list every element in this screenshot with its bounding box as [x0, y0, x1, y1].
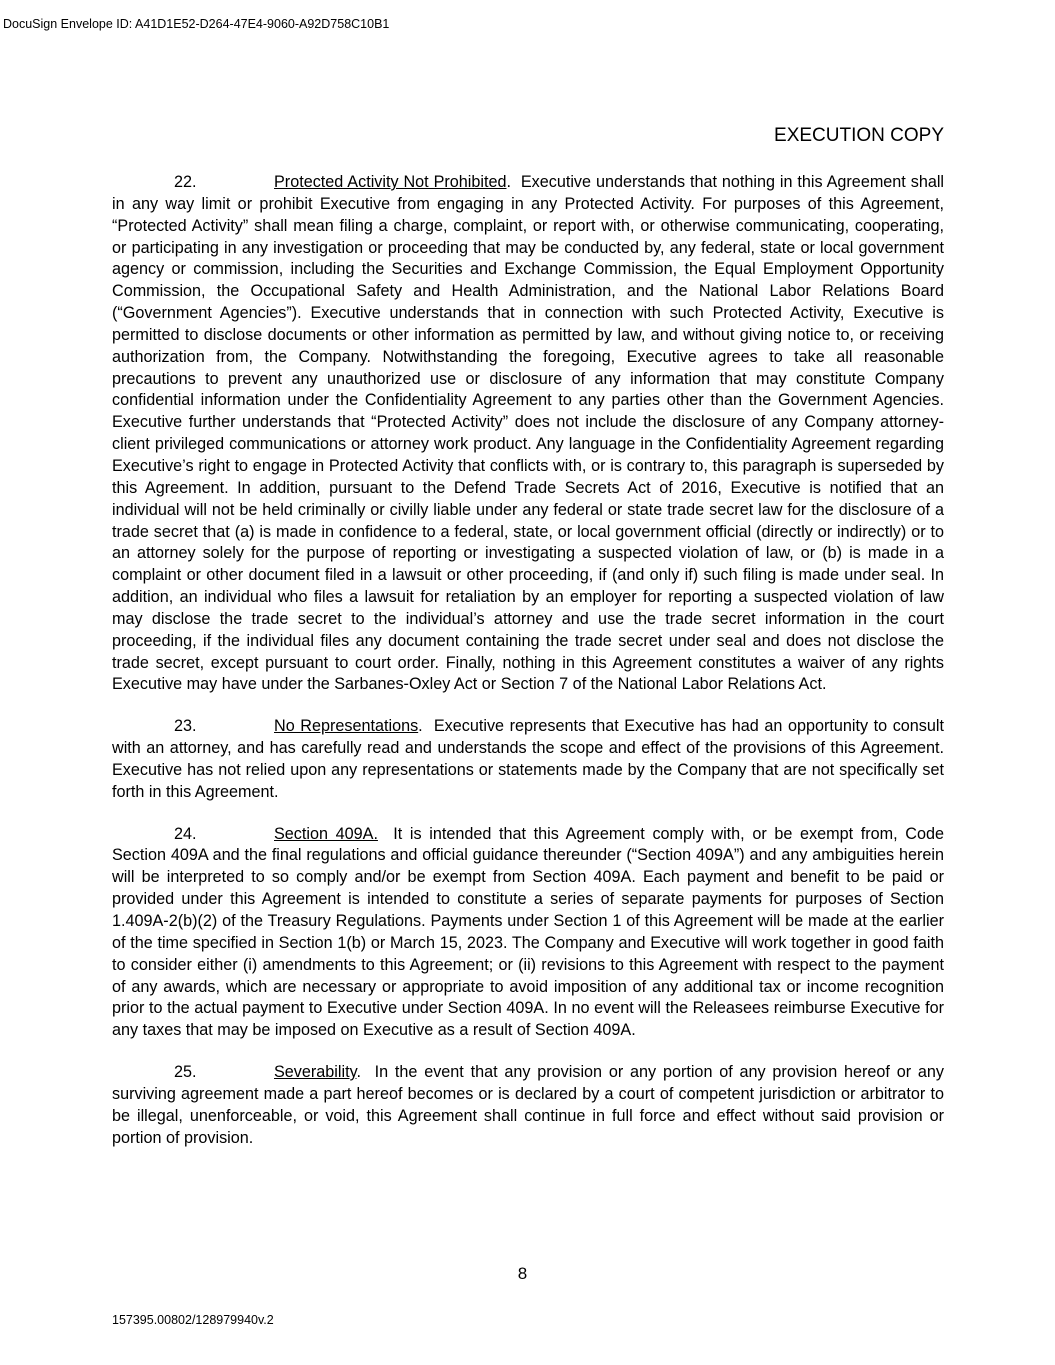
- section-25: [112, 1062, 944, 1149]
- section-heading: Severability: [274, 1063, 357, 1082]
- section-heading: Section 409A.: [274, 824, 378, 843]
- section-text: Executive understands that nothing in this Agreement shall in any way limit or prohibit Executive from engaging in any Protected Activity. For purposes of this Agreement, “Protected Activity” shall mean filing a charge, complaint, or report with, or otherwise communicating, cooperating, or participating in any investigation or proceeding that may be conducted by, any federal, state or local government agency or commission, including the Securities and Exchange Commission, the Equal Employment Opportunity Commission, the Occupational Safety and Health Administration, and the National Labor Relations Board (“Government Agencies”). Executive understands that in connection with such Protected Activity, Executive is permitted to disclose documents or other information as permitted by law, and without giving notice to, or receiving authorization from, the Company. Notwithstanding the foregoing, Executive agrees to take all reasonable precautions to prevent any unauthorized use or disclosure of any information that may constitute Company confidential information under the Confidentiality Agreement to any parties other than the Government Agencies. Executive further understands that “Protected Activity” does not include the disclosure of any Company attorney-client privileged communications or attorney work product. Any language in the Confidentiality Agreement regarding Executive’s right to engage in Protected Activity that conflicts with, or is contrary to, this paragraph is superseded by this Agreement. In addition, pursuant to the Defend Trade Secrets Act of 2016, Executive is notified that an individual will not be held criminally or civilly liable under any federal or state trade secret law for the disclosure of a trade secret that (a) is made in confidence to a federal, state, or local government official (directly or indirectly) or to an attorney solely for the purpose of reporting or investigating a suspected violation of law, or (b) is made in a complaint or other document filed in a lawsuit or other proceeding, if (and only if) such filing is made under seal. In addition, an individual who files a lawsuit for retaliation by an employer for reporting a suspected violation of law may disclose the trade secret to the individual’s attorney and use the trade secret information in the court proceeding, if the individual files any document containing the trade secret under seal and does not disclose the trade secret, except pursuant to court order. Finally, nothing in this Agreement constitutes a waiver of any rights Executive may have under the Sarbanes-Oxley Act or Section 7 of the National Labor Relations Act.: [112, 173, 945, 694]
- section-number: 23.: [174, 717, 197, 736]
- section-number: 24.: [174, 824, 197, 843]
- section-text: Executive represents that Executive has had an opportunity to consult with an attorney, and has carefully read and understands the scope and effect of the provisions of this Agreement. Executive has not relied upon any representations or statements made by the Company that are not specifically set forth in this Agreement.: [112, 717, 945, 801]
- section-heading: No Representations: [274, 717, 419, 736]
- section-23: [112, 716, 944, 803]
- heading-suffix: .: [506, 173, 511, 191]
- document-id: 157395.00802/128979940v.2: [112, 1313, 274, 1327]
- execution-copy-label: EXECUTION COPY: [774, 125, 944, 146]
- document-body: [112, 172, 944, 1169]
- section-heading: Protected Activity Not Prohibited: [274, 173, 507, 191]
- heading-suffix: .: [356, 1063, 361, 1082]
- heading-suffix: .: [418, 717, 423, 736]
- docusign-envelope-id: DocuSign Envelope ID: A41D1E52-D264-47E4-9060-A92D758C10B1: [3, 17, 390, 31]
- section-text: It is intended that this Agreement comply with, or be exempt from, Code Section 409A and the final regulations and official guidance thereunder (“Section 409A”) and any ambiguities herein will be interpreted to so comply and/or be exempt from Section 409A. Each payment and benefit to be paid or provided under this Agreement is intended to constitute a series of separate payments for purposes of Section 1.409A-2(b)(2) of the Treasury Regulations. Payments under Section 1 of this Agreement will be made at the earlier of the time specified in Section 1(b) or March 15, 2023. The Company and Executive will work together in good faith to consider either (i) amendments to this Agreement; or (ii) revisions to this Agreement with respect to the payment of any awards, which are necessary or appropriate to avoid imposition of any additional tax or income recognition prior to the actual payment to Executive under Section 409A. In no event will the Releasees reimburse Executive for any taxes that may be imposed on Executive as a result of Section 409A.: [112, 824, 944, 1040]
- section-number: 25.: [174, 1063, 197, 1082]
- section-24: [112, 824, 944, 1042]
- section-number: 22.: [174, 173, 197, 191]
- section-text: In the event that any provision or any portion of any provision hereof or any surviving agreement made a part hereof becomes or is declared by a court of competent jurisdiction or arbitrator to be illegal, unenforceable, or void, this Agreement shall continue in full force and effect without said provision or portion of provision.: [112, 1063, 944, 1147]
- section-22: [112, 172, 944, 696]
- page-number: 8: [517, 1264, 528, 1283]
